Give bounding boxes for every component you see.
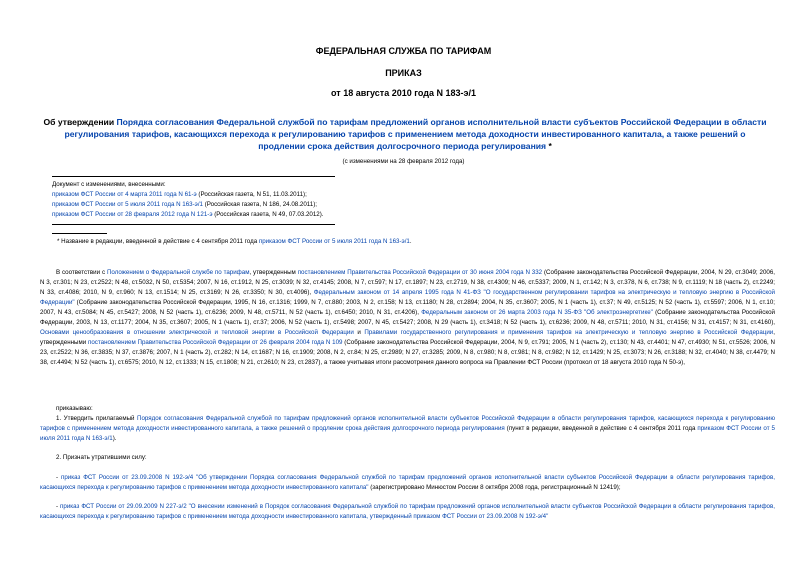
changes-bottom-divider [52, 224, 335, 225]
document-title [40, 116, 770, 152]
change-text: (Российская газета, N 186, 24.08.2011); [203, 201, 317, 208]
tariff-rules-link[interactable]: Правилами государственного регулирования и применения тарифов на электрическую и тепловую энергию в Российской Федерации [364, 329, 774, 336]
text-run: (Собрание законодательства Российской Федерации, 2003, N 13, ст.1177; 2004, N 35, ст.3607; 2005, N 1 (часть 1), ст.37; 2006, N 52 (часть 1), ст.5498; 2007, N 45, ст.5427; 2008, N 29 (часть 1), ст.3418; N 52 (часть 1), ст.6236; 2009, N 48, ст.5711; 2010, N 31, ст.4156; N 31, ст.4157; N 31, ст.4160), [40, 309, 775, 326]
pricing-basics-link[interactable]: Основами ценообразования в отношении электрической и тепловой энергии в Российской Федерации [40, 329, 354, 336]
footnote-divider [52, 233, 107, 234]
decree-109-link[interactable]: постановлением Правительства Российской Федерации от 26 февраля 2004 года N 109 [88, 339, 343, 346]
text-run: В соответствии с [56, 269, 107, 276]
footnote-text: * Название в редакции, введенной в действие с 4 сентября 2011 года [57, 238, 259, 245]
text-run: (Собрание законодательства Российской Федерации, 2004, N 9, ст.791; 2005, N 1 (часть 2), ст.130; N 43, ст.4401; N 47, ст.4930; N 51, ст.5526; 2006, N 23, ст.2522; N 36, ст.3835; N 37, ст.3876; 2007, N 1 (часть 2), ст.282; N 14, ст.1687; N 16, ст.1909; 2008, N 2, ст.84; N 25, ст.2989; N 27, ст.3285; 2009, N 8, ст.980; N 8, ст.981; N 8, ст.982; N 12, ст.1429; N 25, ст.3073; N 26, ст.3188; N 32, ст.4040; N 38, ст.4479; N 38, ст.4494; N 52 (часть 1), ст.6575; 2010, N 12, ст.1333; N 15, ст.1808; N 21, ст.2610; N 23, ст.2837), а также учитывая итоги рассмотрения данного вопроса на Правлении ФСТ России (протокол от 18 августа 2010 года N 50-э), [40, 339, 776, 366]
footnote-link[interactable]: приказом ФСТ России от 5 июля 2011 года N 163-э/1 [258, 238, 410, 245]
decide-word: приказываю: [56, 405, 93, 412]
change-link[interactable]: приказом ФСТ России от 4 марта 2011 года N 61-э [52, 191, 197, 198]
change-item [52, 200, 752, 210]
text-run: (пункт в редакции, введенной в действие с 4 сентября 2011 года [504, 425, 698, 432]
text-run: - [56, 474, 61, 481]
change-link[interactable]: приказом ФСТ России от 5 июля 2011 года N 163-э/1 [52, 201, 203, 208]
date-number-heading: от 18 августа 2010 года N 183-э/1 [331, 88, 476, 98]
text-run: (Собрание законодательства Российской Федерации, 1995, N 16, ст.1316; 1999, N 7, ст.880; 2003, N 2, ст.158; N 13, ст.1180; N 28, ст.2894; 2004, N 35, ст.3607; 2005, N 1 (часть 1), ст.37; N 49, ст.5125; N 52 (часть 1), ст.5597; 2006, N 1, ст.10; 2007, N 43, ст.5084; N 45, ст.5427; 2008, N 52 (часть 1), ст.6236; 2009, N 48, ст.5711, N 52 (часть 1), ст.6450; 2010, N 31, ст.4206), [40, 299, 775, 316]
order-163-link[interactable]: приказом ФСТ России от 5 июля 2011 года N 163-э/1 [40, 425, 775, 442]
revoked-order-227-link[interactable]: приказ ФСТ России от 29.09.2009 N 227-э/2 "О внесении изменений в Порядок согласования Федеральной службой по тарифам предложений органов исполнительной власти субъектов Российской Федерации в области регулирования тарифов, касающихся перехода к регулированию тарифов с применением метода доходности инвестированного капитала, утвержденный приказом ФСТ России от 23.09.2008 N 192-э/4" [40, 503, 776, 520]
footnote [57, 237, 777, 247]
revoked-item [40, 502, 775, 522]
procedure-link[interactable]: Порядок согласования Федеральной службой по тарифам предложений органов исполнительной власти субъектов Российской Федерации в области регулирования тарифов, касающихся перехода к регулированию тарифов с применением метода доходности инвестированного капитала, а также решений о продлении срока действия долгосрочного периода регулирования [40, 415, 775, 432]
revoked-order-192-link[interactable]: приказ ФСТ России от 23.09.2008 N 192-э/4 "Об утверждении Порядка согласования Федеральной службой по тарифам предложений органов исполнительной власти субъектов Российской Федерации в области регулирования тарифов, касающихся перехода к регулированию тарифов с применением метода доходности инвестированного капитала" [40, 474, 775, 491]
text-run: , утвержденными [40, 329, 775, 346]
regulation-link[interactable]: Положением о Федеральной службе по тарифам [106, 269, 250, 276]
footnote-end: . [409, 238, 412, 245]
text-run: (Собрание законодательства Российской Федерации, 2004, N 29, ст.3049; 2006, N 3, ст.301; N 23, ст.2522; N 48, ст.5032, N 50, ст.5354; 2007, N 16, ст.1912, N 25, ст.3039; N 32, ст.4145; 2008, N 7, ст.597; N 17, ст.1897; N 23, ст.2719, N 38, ст.4309; N 46, ст.5337; 2009, N 1, ст.142; N 3, ст.378, N 6, ст.738; N 9, ст.1119; N 18 (часть 2), ст.2249; N 33, ст.4086; 2010, N 9, ст.960; N 13, ст.1514; N 25, ст.3169; N 26, ст.3350; N 30, ст.4096), [40, 269, 775, 296]
revoked-item [40, 473, 775, 493]
text-run: и [353, 329, 365, 336]
law-41fz-link[interactable]: Федеральным законом от 14 апреля 1995 года N 41-ФЗ "О государственном регулировании тарифов на электрическую и тепловую энергию в Российской Федерации" [40, 289, 775, 306]
changes-heading: Документ с изменениями, внесенными: [52, 181, 166, 188]
change-text: (Российская газета, N 51, 11.03.2011); [196, 191, 307, 198]
changes-top-divider [52, 176, 335, 177]
title-prefix: Об утверждении [43, 117, 117, 127]
title-link[interactable]: Порядка согласования Федеральной службой по тарифам предложений органов исполнительной власти субъектов Российской Федерации в области регулирования тарифов, касающихся перехода к регулированию тарифов с применением метода доходности инвестированного капитала, а также решений о продлении срока действия долгосрочного периода регулирования [64, 117, 767, 151]
agency-heading: ФЕДЕРАЛЬНАЯ СЛУЖБА ПО ТАРИФАМ [315, 46, 492, 56]
doc-type-heading: ПРИКАЗ [385, 68, 422, 78]
text-run: 1. Утвердить прилагаемый [56, 415, 138, 422]
preamble-paragraph [40, 268, 775, 368]
change-link[interactable]: приказом ФСТ России от 28 февраля 2012 года N 121-э [52, 211, 213, 218]
change-text: (Российская газета, N 49, 07.03.2012). [212, 211, 324, 218]
text-run: - [56, 503, 61, 510]
text-run: ). [112, 435, 117, 442]
decree-332-link[interactable]: постановлением Правительства Российской Федерации от 30 июня 2004 года N 332 [297, 269, 543, 276]
changes-block [52, 180, 752, 220]
edition-note: (с изменениями на 28 февраля 2012 года) [342, 158, 465, 165]
text-run: (зарегистрировано Минюстом России 8 октября 2008 года, регистрационный N 12419); [368, 484, 621, 491]
change-item [52, 190, 752, 200]
change-item [52, 210, 752, 220]
title-star: * [546, 141, 552, 151]
text-run: , утвержденным [249, 269, 298, 276]
law-35fz-link[interactable]: Федеральным законом от 26 марта 2003 года N 35-ФЗ "Об электроэнергетике" [421, 309, 653, 316]
item-1-paragraph [40, 414, 775, 444]
item-2-heading: 2. Признать утратившими силу: [56, 454, 147, 461]
